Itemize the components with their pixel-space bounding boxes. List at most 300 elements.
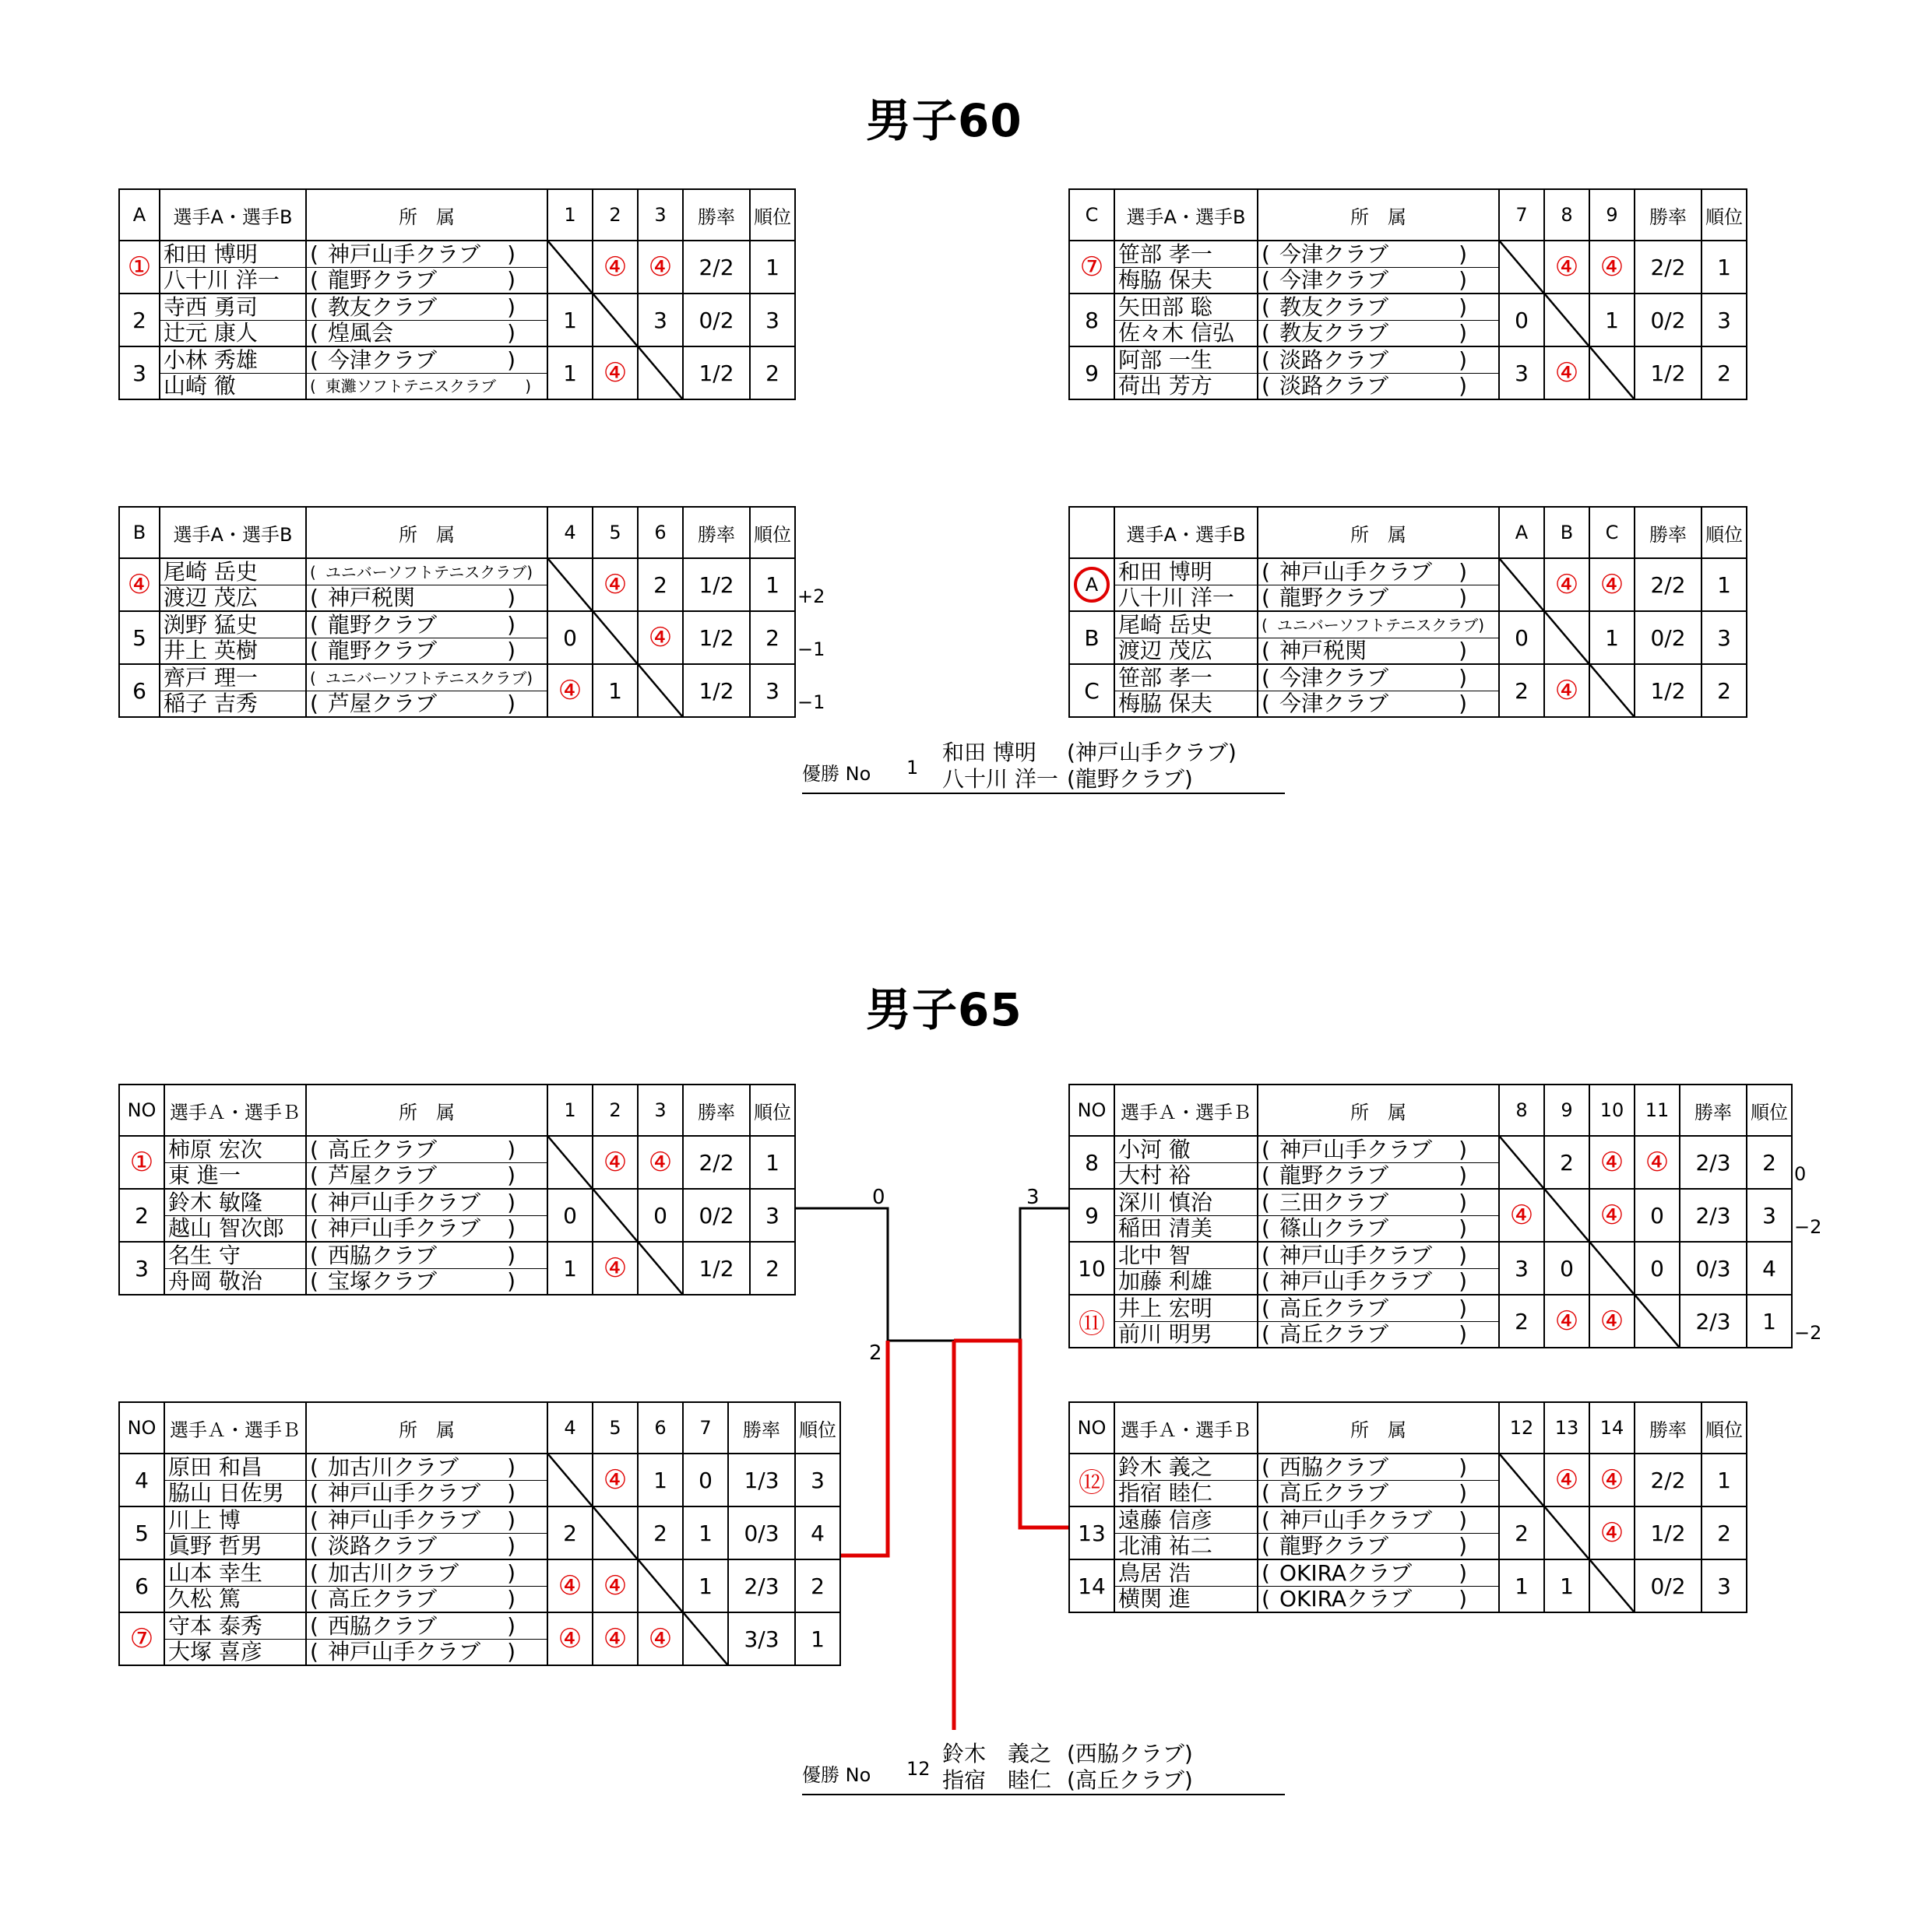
opponent-header: 7 bbox=[683, 1402, 728, 1454]
win-rate: 2/2 bbox=[683, 241, 750, 294]
club-text: 神戸山手クラブ bbox=[327, 1215, 480, 1241]
win-rate: 2/3 bbox=[1680, 1189, 1747, 1242]
paren-open: ( bbox=[310, 1215, 318, 1241]
club-text: 教友クラブ bbox=[1279, 294, 1388, 320]
player-name: 原田 和昌 bbox=[168, 1454, 262, 1480]
group-header: C bbox=[1069, 189, 1114, 241]
paren-open: ( bbox=[310, 1162, 318, 1188]
rank: 3 bbox=[750, 1189, 795, 1242]
paren-close: ) bbox=[507, 347, 516, 373]
paren-close: ) bbox=[1459, 1479, 1467, 1506]
paren-open: ( bbox=[1262, 1295, 1270, 1321]
paren-open: ( bbox=[310, 637, 318, 663]
entry-no-text: 13 bbox=[1078, 1520, 1106, 1546]
entry-no-text: 6 bbox=[132, 677, 146, 704]
club-text: 神戸山手クラブ bbox=[327, 1190, 480, 1215]
player-name: 八十川 洋一 bbox=[160, 267, 305, 293]
win-rate-header: 勝率 bbox=[1680, 1085, 1747, 1136]
player-name: 大村 裕 bbox=[1115, 1162, 1257, 1188]
paren-open: ( bbox=[310, 690, 318, 716]
rank: 2 bbox=[750, 1242, 795, 1295]
group-header: NO bbox=[119, 1402, 164, 1454]
entry-no-text: 3 bbox=[135, 1255, 149, 1281]
score-value: ④ bbox=[558, 675, 582, 706]
entry-no-text: 4 bbox=[135, 1467, 149, 1493]
win-rate: 0/2 bbox=[683, 1189, 750, 1242]
win-rate-header: 勝率 bbox=[683, 1085, 750, 1136]
paren-open: ( bbox=[1262, 615, 1268, 635]
rank-header: 順位 bbox=[795, 1402, 840, 1454]
club-text: 宝塚クラブ bbox=[327, 1267, 437, 1294]
entry-no-text: ① bbox=[129, 1147, 154, 1178]
score-value: ④ bbox=[1554, 1306, 1579, 1337]
player-name: 小河 徹 bbox=[1118, 1137, 1191, 1162]
club-text: 高丘クラブ bbox=[1279, 1479, 1388, 1506]
paren-close: ) bbox=[525, 376, 531, 395]
rank: 2 bbox=[1701, 346, 1747, 399]
opponent-header: 3 bbox=[638, 1085, 683, 1136]
paren-close: ) bbox=[1459, 266, 1467, 293]
winner-label: 優勝 No bbox=[802, 763, 871, 785]
paren-open: ( bbox=[1262, 1267, 1270, 1294]
score-value: 0 bbox=[563, 624, 577, 651]
club-text: 神戸山手クラブ bbox=[327, 1638, 480, 1665]
player-name: 辻元 康人 bbox=[160, 320, 305, 346]
entry-no-text: 5 bbox=[132, 624, 146, 651]
player-name: 和田 博明 bbox=[164, 241, 258, 267]
point-diff-note: 0 bbox=[1794, 1163, 1807, 1185]
score-value: 0 bbox=[1560, 1255, 1574, 1281]
paren-open: ( bbox=[310, 1613, 318, 1639]
club-text: 神戸山手クラブ bbox=[327, 241, 480, 267]
paren-close: ) bbox=[1459, 690, 1467, 716]
win-rate: 2/2 bbox=[1635, 558, 1701, 611]
player-name: 鈴木 敏隆 bbox=[168, 1190, 262, 1215]
entry-no-text: ④ bbox=[127, 569, 152, 600]
point-diff-note: −2 bbox=[1794, 1322, 1822, 1344]
club-text: 高丘クラブ bbox=[327, 1137, 437, 1162]
opponent-header: 9 bbox=[1589, 189, 1635, 241]
club-text: 西脇クラブ bbox=[327, 1613, 437, 1639]
score-value: 0 bbox=[653, 1202, 667, 1229]
opponent-header: 14 bbox=[1589, 1402, 1635, 1454]
group-header: NO bbox=[1069, 1402, 1114, 1454]
rank: 2 bbox=[795, 1559, 840, 1612]
score-value: 3 bbox=[1515, 1255, 1529, 1281]
player-header: 選手A・選手B bbox=[160, 189, 306, 241]
paren-open: ( bbox=[310, 1243, 318, 1268]
paren-close: ) bbox=[526, 668, 533, 687]
club-text: ユニバーソフトテニスクラブ bbox=[325, 562, 527, 582]
paren-open: ( bbox=[1262, 1215, 1270, 1241]
club-text: 淡路クラブ bbox=[1279, 372, 1388, 399]
player-name: 渡辺 茂広 bbox=[160, 585, 305, 610]
win-rate: 2/3 bbox=[1680, 1295, 1747, 1348]
opponent-header: 8 bbox=[1544, 189, 1589, 241]
paren-close: ) bbox=[507, 319, 516, 346]
club-text: 神戸山手クラブ bbox=[1279, 1507, 1432, 1533]
rank: 3 bbox=[1701, 611, 1747, 664]
rank-header: 順位 bbox=[1747, 1085, 1792, 1136]
entry-no-text: 9 bbox=[1085, 360, 1099, 386]
club-text: 高丘クラブ bbox=[327, 1585, 437, 1612]
bracket-line-g4 bbox=[954, 1341, 1068, 1528]
bracket-line-g1 bbox=[796, 1208, 888, 1341]
paren-open: ( bbox=[1262, 1320, 1270, 1347]
win-rate: 1/2 bbox=[683, 346, 750, 399]
paren-close: ) bbox=[507, 294, 516, 320]
entry-no-text: ⑪ bbox=[1079, 1308, 1105, 1340]
opponent-header: 10 bbox=[1589, 1085, 1635, 1136]
paren-open: ( bbox=[1262, 1585, 1270, 1612]
score-value: 2 bbox=[1560, 1149, 1574, 1176]
score-value: 0 bbox=[1650, 1202, 1664, 1229]
score-value: ④ bbox=[1554, 1464, 1579, 1496]
score-value: ④ bbox=[1599, 569, 1624, 600]
paren-open: ( bbox=[310, 1479, 318, 1506]
player-header: 選手A・選手B bbox=[1114, 189, 1258, 241]
win-rate: 1/2 bbox=[1635, 346, 1701, 399]
entry-no-text: 6 bbox=[135, 1573, 149, 1599]
group-header: B bbox=[119, 507, 160, 558]
player-name: 矢田部 聡 bbox=[1118, 294, 1212, 320]
club-text: 今津クラブ bbox=[1279, 665, 1388, 691]
opponent-header: 7 bbox=[1499, 189, 1544, 241]
win-rate-header: 勝率 bbox=[1635, 507, 1701, 558]
winner-names: 鈴木 義之 指宿 睦仁 bbox=[942, 1741, 1052, 1793]
bracket-line-g2 bbox=[841, 1341, 888, 1556]
paren-close: ) bbox=[507, 1215, 516, 1241]
club-header: 所 属 bbox=[306, 1085, 547, 1136]
win-rate-header: 勝率 bbox=[683, 507, 750, 558]
player-name: 舟岡 敬治 bbox=[165, 1268, 305, 1294]
opponent-header: 6 bbox=[638, 507, 683, 558]
score-value: 1 bbox=[699, 1520, 713, 1546]
opponent-header: 5 bbox=[593, 1402, 638, 1454]
club-text: 淡路クラブ bbox=[1279, 347, 1388, 373]
win-rate: 2/3 bbox=[728, 1559, 795, 1612]
win-rate: 1/2 bbox=[683, 558, 750, 611]
player-name: 横関 進 bbox=[1115, 1586, 1257, 1612]
paren-open: ( bbox=[310, 1507, 318, 1533]
win-rate: 2/3 bbox=[1680, 1136, 1747, 1189]
group-header: NO bbox=[119, 1085, 164, 1136]
point-diff-note: −1 bbox=[797, 638, 825, 660]
score-value: 1 bbox=[699, 1573, 713, 1599]
win-rate-header: 勝率 bbox=[683, 189, 750, 241]
rank: 3 bbox=[750, 294, 795, 346]
paren-close: ) bbox=[1459, 584, 1467, 610]
player-name: 指宿 睦仁 bbox=[1115, 1480, 1257, 1506]
score-value: 1 bbox=[563, 307, 577, 333]
paren-open: ( bbox=[1262, 584, 1270, 610]
player-header: 選手Ａ・選手Ｂ bbox=[164, 1402, 306, 1454]
paren-open: ( bbox=[310, 319, 318, 346]
player-name: 久松 篤 bbox=[165, 1586, 305, 1612]
player-name: 井上 英樹 bbox=[160, 638, 305, 663]
paren-close: ) bbox=[1459, 559, 1467, 585]
club-text: 芦屋クラブ bbox=[327, 1162, 437, 1188]
paren-open: ( bbox=[1262, 559, 1270, 585]
bracket-score-g3: 3 bbox=[1026, 1186, 1040, 1209]
rank: 3 bbox=[1701, 294, 1747, 346]
opponent-header: 8 bbox=[1499, 1085, 1544, 1136]
player-name: 深川 慎治 bbox=[1118, 1190, 1212, 1215]
score-value: ④ bbox=[1599, 1517, 1624, 1549]
paren-close: ) bbox=[507, 1190, 516, 1215]
score-value: ④ bbox=[603, 569, 628, 600]
win-rate: 1/2 bbox=[683, 1242, 750, 1295]
player-header: 選手A・選手B bbox=[1114, 507, 1258, 558]
score-value: ④ bbox=[603, 1147, 628, 1178]
player-name: 脇山 日佐男 bbox=[165, 1480, 305, 1506]
rank: 1 bbox=[1747, 1295, 1792, 1348]
player-header: 選手Ａ・選手Ｂ bbox=[164, 1085, 306, 1136]
entry-no-text: 10 bbox=[1078, 1255, 1106, 1281]
player-name: 鳥居 浩 bbox=[1118, 1560, 1191, 1586]
club-header: 所 属 bbox=[306, 1402, 547, 1454]
club-text: 神戸山手クラブ bbox=[1279, 1137, 1432, 1162]
score-value: ④ bbox=[1554, 251, 1579, 283]
score-value: ④ bbox=[1599, 1147, 1624, 1178]
player-name: 尾崎 岳史 bbox=[164, 559, 258, 585]
win-rate: 2/2 bbox=[683, 1136, 750, 1189]
paren-open: ( bbox=[1262, 637, 1270, 663]
paren-open: ( bbox=[1262, 1190, 1270, 1215]
paren-close: ) bbox=[507, 690, 516, 716]
player-name: 遠藤 信彦 bbox=[1118, 1507, 1212, 1533]
score-value: 1 bbox=[608, 677, 622, 704]
paren-close: ) bbox=[507, 1638, 516, 1665]
score-value: 0 bbox=[699, 1467, 713, 1493]
club-header: 所 属 bbox=[1258, 189, 1499, 241]
club-text: 高丘クラブ bbox=[1279, 1320, 1388, 1347]
score-value: ④ bbox=[1599, 1306, 1624, 1337]
opponent-header: 13 bbox=[1544, 1402, 1589, 1454]
entry-no-text: A bbox=[1074, 567, 1110, 603]
score-value: 3 bbox=[1515, 360, 1529, 386]
paren-open: ( bbox=[1262, 266, 1270, 293]
paren-close: ) bbox=[507, 1479, 516, 1506]
club-text: 神戸税関 bbox=[1279, 637, 1367, 663]
group-header: A bbox=[119, 189, 160, 241]
paren-open: ( bbox=[1262, 1137, 1270, 1162]
paren-open: ( bbox=[310, 1267, 318, 1294]
paren-open: ( bbox=[310, 376, 316, 395]
paren-open: ( bbox=[310, 1190, 318, 1215]
paren-open: ( bbox=[1262, 690, 1270, 716]
score-value: ④ bbox=[1599, 1464, 1624, 1496]
paren-close: ) bbox=[1459, 1267, 1467, 1294]
player-name: 寺西 勇司 bbox=[164, 294, 258, 320]
win-rate: 0/2 bbox=[1635, 1559, 1701, 1612]
opponent-header: 11 bbox=[1635, 1085, 1680, 1136]
player-name: 東 進一 bbox=[165, 1162, 305, 1188]
club-text: 西脇クラブ bbox=[327, 1243, 437, 1268]
rank: 1 bbox=[1701, 241, 1747, 294]
opponent-header: A bbox=[1499, 507, 1544, 558]
entry-no-text: ⑦ bbox=[129, 1623, 154, 1654]
win-rate: 2/2 bbox=[1635, 241, 1701, 294]
paren-close: ) bbox=[507, 637, 516, 663]
player-name: 荷出 芳方 bbox=[1115, 373, 1257, 399]
club-header: 所 属 bbox=[1258, 507, 1499, 558]
player-name: 鈴木 義之 bbox=[1118, 1454, 1212, 1480]
player-name: 稲子 吉秀 bbox=[160, 691, 305, 716]
rank: 4 bbox=[795, 1506, 840, 1559]
paren-open: ( bbox=[310, 1585, 318, 1612]
club-text: 神戸山手クラブ bbox=[1279, 1243, 1432, 1268]
rank-header: 順位 bbox=[750, 189, 795, 241]
score-value: ④ bbox=[648, 622, 673, 653]
score-value: ④ bbox=[603, 357, 628, 388]
rank: 1 bbox=[1701, 558, 1747, 611]
player-name: 渕野 猛史 bbox=[164, 612, 258, 638]
score-value: ④ bbox=[1509, 1200, 1534, 1231]
score-value: 0 bbox=[1650, 1255, 1664, 1281]
player-name: 川上 博 bbox=[168, 1507, 241, 1533]
rank: 2 bbox=[1747, 1136, 1792, 1189]
player-name: 北中 智 bbox=[1118, 1243, 1191, 1268]
paren-close: ) bbox=[1459, 347, 1467, 373]
rank: 3 bbox=[1747, 1189, 1792, 1242]
win-rate-header: 勝率 bbox=[1635, 189, 1701, 241]
score-value: ④ bbox=[1599, 1200, 1624, 1231]
win-rate: 1/2 bbox=[683, 611, 750, 664]
paren-close: ) bbox=[507, 1137, 516, 1162]
win-rate: 0/3 bbox=[1680, 1242, 1747, 1295]
paren-open: ( bbox=[1262, 1479, 1270, 1506]
club-text: 三田クラブ bbox=[1279, 1190, 1388, 1215]
win-rate-header: 勝率 bbox=[728, 1402, 795, 1454]
paren-close: ) bbox=[1478, 615, 1485, 635]
club-text: 今津クラブ bbox=[1279, 690, 1388, 716]
winner-no: 12 bbox=[906, 1758, 931, 1780]
paren-close: ) bbox=[1459, 241, 1467, 267]
entry-no-text: 14 bbox=[1078, 1573, 1106, 1599]
club-header: 所 属 bbox=[306, 507, 547, 558]
club-text: 高丘クラブ bbox=[1279, 1295, 1388, 1321]
paren-open: ( bbox=[1262, 1162, 1270, 1188]
paren-open: ( bbox=[310, 266, 318, 293]
club-text: 龍野クラブ bbox=[327, 266, 437, 293]
player-name: 阿部 一生 bbox=[1118, 347, 1212, 373]
player-name: 小林 秀雄 bbox=[164, 347, 258, 373]
win-rate: 1/3 bbox=[728, 1454, 795, 1506]
club-text: 篠山クラブ bbox=[1279, 1215, 1388, 1241]
paren-close: ) bbox=[1459, 1215, 1467, 1241]
rank: 1 bbox=[750, 1136, 795, 1189]
paren-close: ) bbox=[1459, 1532, 1467, 1559]
opponent-header: 1 bbox=[547, 1085, 593, 1136]
player-name: 井上 宏明 bbox=[1118, 1295, 1212, 1321]
score-value: 2 bbox=[1515, 1308, 1529, 1334]
opponent-header: 2 bbox=[593, 189, 638, 241]
paren-close: ) bbox=[1459, 1320, 1467, 1347]
rank: 2 bbox=[750, 346, 795, 399]
score-value: 1 bbox=[1560, 1573, 1574, 1599]
club-text: 煌風会 bbox=[327, 319, 393, 346]
paren-close: ) bbox=[507, 1585, 516, 1612]
player-name: 稲田 清美 bbox=[1115, 1215, 1257, 1241]
opponent-header: B bbox=[1544, 507, 1589, 558]
opponent-header: 6 bbox=[638, 1402, 683, 1454]
rank-header: 順位 bbox=[1701, 189, 1747, 241]
player-name: 渡辺 茂広 bbox=[1115, 638, 1257, 663]
win-rate: 0/2 bbox=[1635, 611, 1701, 664]
player-name: 名生 守 bbox=[168, 1243, 241, 1268]
club-text: 今津クラブ bbox=[327, 347, 437, 373]
player-name: 梅脇 保夫 bbox=[1115, 267, 1257, 293]
player-header: 選手A・選手B bbox=[160, 507, 306, 558]
club-text: 教友クラブ bbox=[1279, 319, 1388, 346]
club-text: ユニバーソフトテニスクラブ bbox=[1276, 615, 1479, 635]
paren-open: ( bbox=[1262, 1243, 1270, 1268]
entry-no-text: C bbox=[1084, 677, 1100, 704]
club-text: OKIRAクラブ bbox=[1279, 1585, 1413, 1612]
paren-open: ( bbox=[1262, 347, 1270, 373]
opponent-header: 3 bbox=[638, 189, 683, 241]
paren-open: ( bbox=[1262, 1560, 1270, 1586]
rank: 2 bbox=[750, 611, 795, 664]
paren-close: ) bbox=[1459, 1507, 1467, 1533]
entry-no-text: B bbox=[1084, 624, 1100, 651]
paren-open: ( bbox=[310, 612, 318, 638]
entry-no-text: 2 bbox=[132, 307, 146, 333]
rank: 1 bbox=[795, 1612, 840, 1665]
club-header: 所 属 bbox=[1258, 1402, 1499, 1454]
score-value: 2 bbox=[563, 1520, 577, 1546]
paren-close: ) bbox=[1459, 1243, 1467, 1268]
club-text: 龍野クラブ bbox=[1279, 584, 1388, 610]
paren-open: ( bbox=[310, 668, 316, 687]
entry-no-text: 8 bbox=[1085, 307, 1099, 333]
player-name: 加藤 利雄 bbox=[1115, 1268, 1257, 1294]
win-rate: 0/2 bbox=[683, 294, 750, 346]
m60-title: 男子60 bbox=[866, 94, 1022, 147]
paren-close: ) bbox=[507, 1454, 516, 1480]
club-header: 所 属 bbox=[1258, 1085, 1499, 1136]
club-text: 教友クラブ bbox=[327, 294, 437, 320]
opponent-header: 4 bbox=[547, 507, 593, 558]
group-header: NO bbox=[1069, 1085, 1114, 1136]
rank: 3 bbox=[795, 1454, 840, 1506]
paren-open: ( bbox=[310, 241, 318, 267]
paren-open: ( bbox=[310, 1454, 318, 1480]
paren-close: ) bbox=[1459, 665, 1467, 691]
club-header: 所 属 bbox=[306, 189, 547, 241]
rank: 2 bbox=[1701, 664, 1747, 717]
club-text: 龍野クラブ bbox=[327, 612, 437, 638]
score-value: ④ bbox=[603, 1570, 628, 1601]
opponent-header: C bbox=[1589, 507, 1635, 558]
entry-no-text: ① bbox=[127, 251, 152, 283]
score-value: ④ bbox=[603, 1464, 628, 1496]
winner-clubs: (神戸山手クラブ) (龍野クラブ) bbox=[1067, 740, 1237, 792]
opponent-header: 5 bbox=[593, 507, 638, 558]
entry-no-text: 2 bbox=[135, 1202, 149, 1229]
paren-close: ) bbox=[1459, 637, 1467, 663]
player-name: 山本 幸生 bbox=[168, 1560, 262, 1586]
paren-open: ( bbox=[310, 1560, 318, 1586]
club-text: 神戸山手クラブ bbox=[1279, 1267, 1432, 1294]
entry-no-text: ⑫ bbox=[1079, 1467, 1105, 1499]
score-value: 1 bbox=[563, 1255, 577, 1281]
winner-clubs: (西脇クラブ) (高丘クラブ) bbox=[1067, 1741, 1193, 1793]
rank: 3 bbox=[750, 664, 795, 717]
score-value: 2 bbox=[653, 571, 667, 598]
paren-close: ) bbox=[507, 1243, 516, 1268]
